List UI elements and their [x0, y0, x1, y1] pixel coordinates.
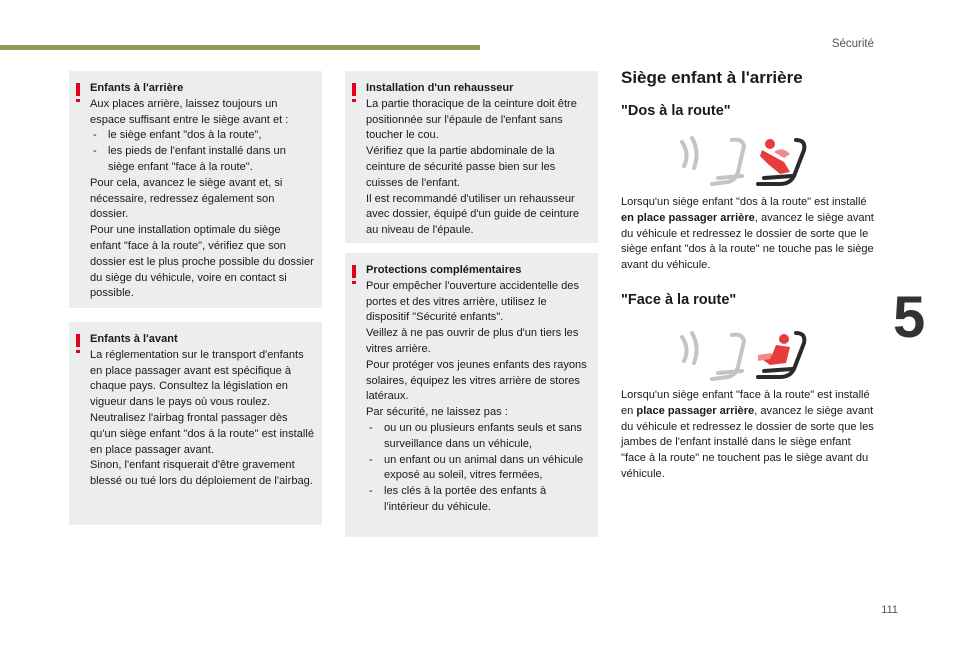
- forward-facing-heading-wrap: [621, 292, 875, 308]
- box-title: Enfants à l'arrière: [90, 82, 184, 94]
- text-emphasis: place passager arrière: [636, 404, 755, 417]
- forward-facing-text: [621, 388, 875, 483]
- box-text: Veillez à ne pas ouvrir de plus d'un tiers les vitres arrière.: [366, 327, 579, 355]
- page-number: 111: [881, 604, 898, 616]
- box-text: Pour cela, avancez le siège avant et, si nécessaire, redressez également son dossier.: [90, 176, 283, 221]
- box-text: La réglementation sur le transport d'enfants en place passager avant est spécifique à chaque pays. Consultez la législation en vigueur dans le pays où vous roulez.: [90, 348, 304, 409]
- forward-facing-heading: "Face à la route": [621, 292, 737, 308]
- section-title: Sécurité: [831, 38, 874, 50]
- box-text: Pour empêcher l'ouverture accidentelle des portes et des vitres arrière, utilisez le dispositif "Sécurité enfants".: [366, 279, 580, 324]
- text-part: Lorsqu'un siège enfant "dos à la route" est installé: [621, 196, 867, 208]
- box-text: Pour une installation optimale du siège enfant "face à la route", vérifiez que son dossier est le plus proche possible du dossier du siège du véhicule, voire en contact si possible.: [90, 224, 314, 300]
- list-item: - un enfant ou un animal dans un véhicule exposé au soleil, vitres fermées,: [366, 453, 590, 485]
- box-text: Aux places arrière, laissez toujours un espace suffisant entre le siège avant et :: [90, 97, 289, 126]
- text-part: , avancez le siège avant du véhicule et redressez le dossier de sorte que le siège enfant "dos à la route" ne touche pas le siège avant du véhicule.: [621, 211, 874, 272]
- section-heading: [621, 68, 875, 88]
- box-title: Installation d'un rehausseur: [366, 82, 514, 94]
- box-text: Sinon, l'enfant risquerait d'être gravement blessé ou tué lors du déploiement de l'airbag.: [90, 459, 313, 488]
- chapter-number: 5: [893, 285, 926, 350]
- warning-box-front-children: [69, 322, 322, 525]
- box-list: [366, 421, 590, 516]
- list-item: - le siège enfant "dos à la route",: [90, 128, 314, 144]
- text-emphasis: en place passager arrière: [621, 211, 755, 224]
- box-title: Protections complémentaires: [366, 264, 522, 276]
- rear-facing-text: [621, 195, 875, 274]
- box-text: Par sécurité, ne laissez pas :: [366, 406, 508, 419]
- box-text: Vérifiez que la partie abdominale de la ceinture de sécurité passe bien sur les cuisses de l'enfant.: [366, 145, 556, 189]
- text-part: Lorsqu'un siège enfant "face à la route" est installé en: [621, 389, 870, 417]
- rear-facing-heading-wrap: [621, 103, 875, 119]
- box-text: La partie thoracique de la ceinture doit être positionnée sur l'épaule de l'enfant sans toucher le cou.: [366, 97, 577, 142]
- box-text: Pour protéger vos jeunes enfants des rayons solaires, équipez les vitres arrière de stores latéraux.: [366, 358, 587, 403]
- warning-box-booster: [345, 71, 598, 243]
- list-item: - les clés à la portée des enfants à l'intérieur du véhicule.: [366, 484, 590, 516]
- box-list: [90, 128, 314, 175]
- warning-icon: [76, 83, 80, 96]
- list-item: - ou un ou plusieurs enfants seuls et sans surveillance dans un véhicule,: [366, 421, 590, 453]
- text-part: , avancez le siège avant du véhicule et redressez le dossier de sorte que les jambes de l'enfant installé dans le siège enfant "face à la route" ne touchent pas le siège avant du véhicule.: [621, 404, 874, 480]
- warning-icon: [352, 265, 356, 278]
- page-heading: Siège enfant à l'arrière: [621, 68, 803, 87]
- box-text: Neutralisez l'airbag frontal passager dès qu'un siège enfant "dos à la route" est installé en place passager avant.: [90, 411, 315, 456]
- box-text: Il est recommandé d'utiliser un rehausseur avec dossier, équipé d'un guide de ceinture au niveau de l'épaule.: [366, 192, 580, 237]
- warning-box-rear-children: [69, 71, 322, 308]
- box-title: Enfants à l'avant: [90, 333, 178, 345]
- list-item: - les pieds de l'enfant installé dans un siège enfant "face à la route".: [90, 144, 314, 176]
- rear-facing-heading: "Dos à la route": [621, 103, 731, 119]
- rear-facing-child-seat-icon: [672, 132, 812, 190]
- warning-box-protections: [345, 253, 598, 537]
- warning-icon: [352, 83, 356, 96]
- forward-facing-child-seat-icon: [672, 325, 812, 383]
- header-accent-bar: [0, 45, 480, 50]
- warning-icon: [76, 334, 80, 347]
